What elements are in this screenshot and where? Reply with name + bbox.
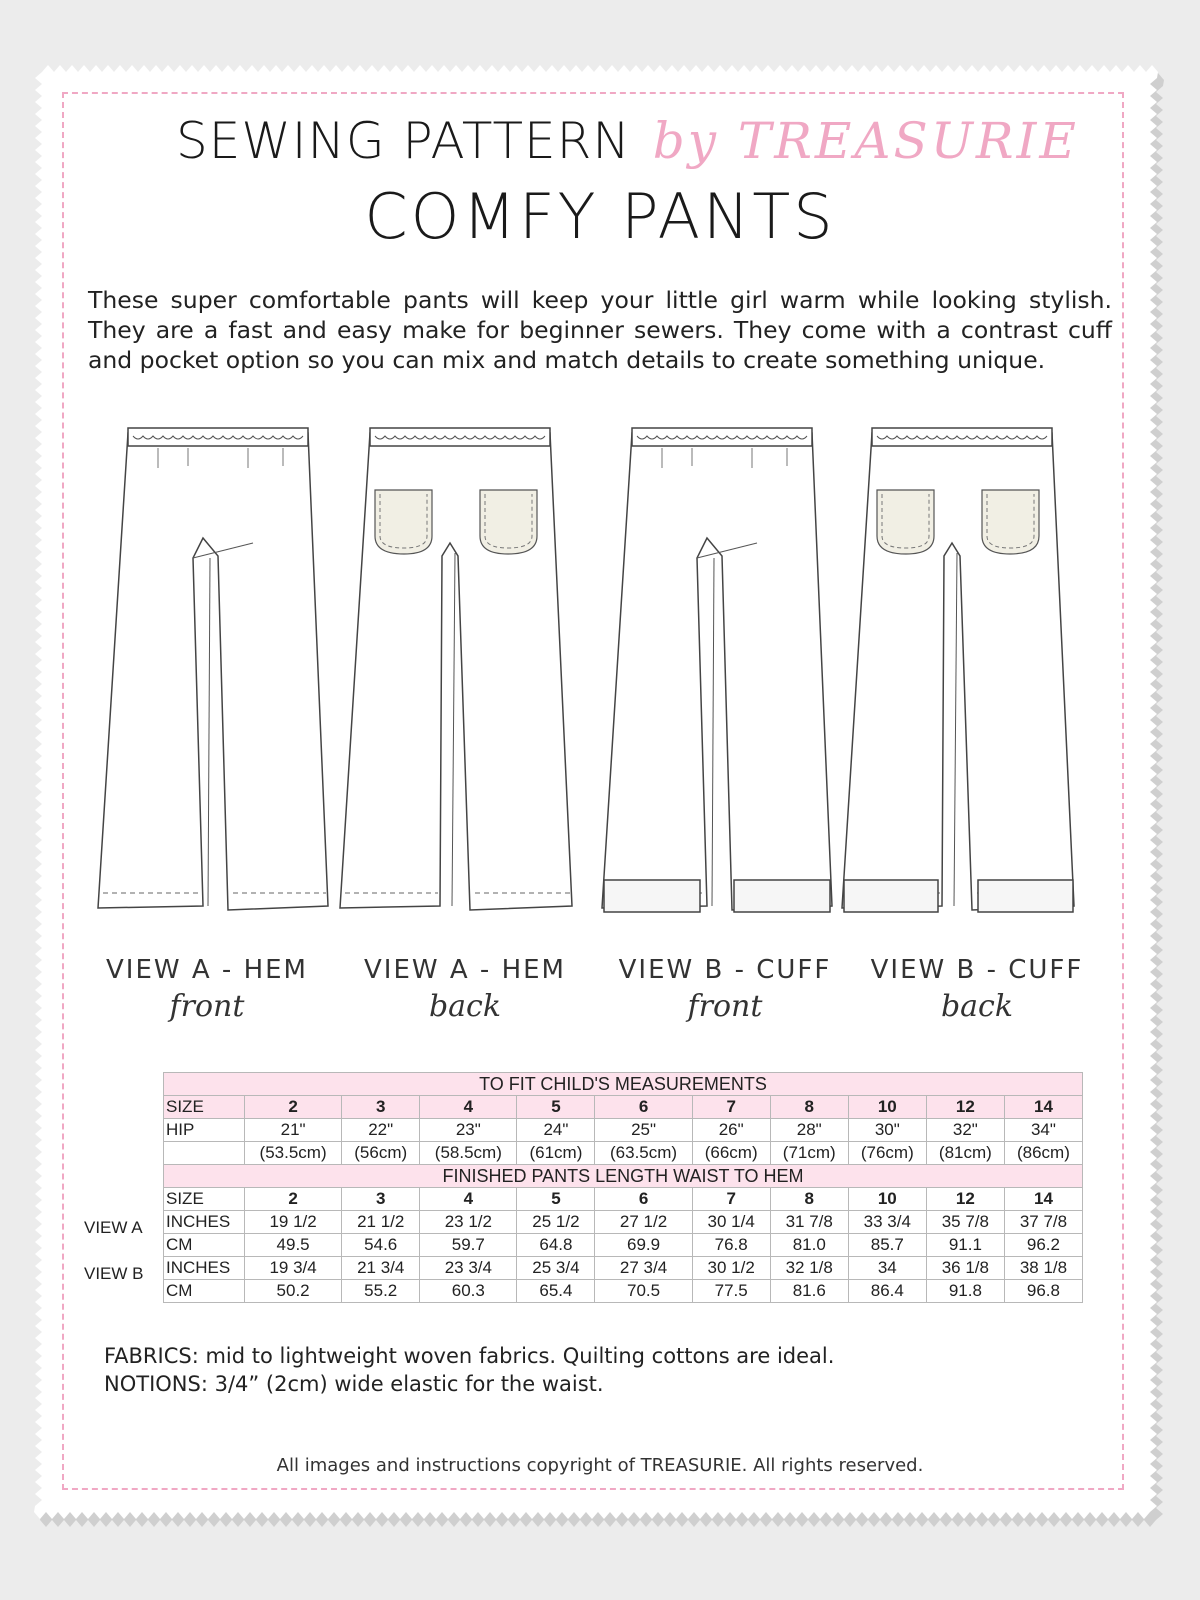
view-b-inch-cell: 32 1/8 bbox=[770, 1257, 848, 1280]
size-cell: 7 bbox=[692, 1096, 770, 1119]
view-a-inch-cell: 27 1/2 bbox=[595, 1211, 692, 1234]
view-a-back-label bbox=[345, 955, 585, 1024]
table-row-view-b-inches bbox=[164, 1257, 1083, 1280]
view-b-cm-cell: 96.8 bbox=[1004, 1280, 1082, 1303]
view-a-cm-cell: 76.8 bbox=[692, 1234, 770, 1257]
view-a-row-label: VIEW A bbox=[84, 1218, 143, 1237]
view-b-inch-cell: 25 3/4 bbox=[517, 1257, 595, 1280]
hip-inch-cell: 21" bbox=[245, 1119, 342, 1142]
hip-inch-cell: 26" bbox=[692, 1119, 770, 1142]
view-b-front-label bbox=[600, 955, 850, 1024]
hip-inch-cell: 22" bbox=[342, 1119, 420, 1142]
blank-label bbox=[164, 1142, 245, 1165]
view-b-row-label: VIEW B bbox=[84, 1264, 144, 1283]
size-cell: 6 bbox=[595, 1096, 692, 1119]
size-cell: 10 bbox=[848, 1096, 926, 1119]
view-b-cm-cell: 81.6 bbox=[770, 1280, 848, 1303]
cm-label: CM bbox=[164, 1280, 245, 1303]
hip-inch-cell: 28" bbox=[770, 1119, 848, 1142]
table-row-size bbox=[164, 1096, 1083, 1119]
hip-inch-cell: 34" bbox=[1004, 1119, 1082, 1142]
view-b-cm-cell: 86.4 bbox=[848, 1280, 926, 1303]
view-b-inch-cell: 30 1/2 bbox=[692, 1257, 770, 1280]
size-cell: 6 bbox=[595, 1188, 692, 1211]
view-b-inch-cell: 19 3/4 bbox=[245, 1257, 342, 1280]
size-chart-table bbox=[163, 1072, 1083, 1303]
view-a-inch-cell: 21 1/2 bbox=[342, 1211, 420, 1234]
hip-cm-cell: (61cm) bbox=[517, 1142, 595, 1165]
table-row-view-a-cm bbox=[164, 1234, 1083, 1257]
view-a-inch-cell: 19 1/2 bbox=[245, 1211, 342, 1234]
product-name: COMFY PANTS bbox=[364, 180, 836, 253]
pattern-title-text: SEWING PATTERN bbox=[176, 112, 631, 170]
view-b-cm-cell: 65.4 bbox=[517, 1280, 595, 1303]
view-b-cm-cell: 60.3 bbox=[420, 1280, 517, 1303]
table-section-header bbox=[164, 1073, 1083, 1096]
size-cell: 5 bbox=[517, 1096, 595, 1119]
hip-cm-cell: (66cm) bbox=[692, 1142, 770, 1165]
pattern-title bbox=[176, 112, 1079, 170]
view-a-cm-cell: 64.8 bbox=[517, 1234, 595, 1257]
hip-inch-cell: 32" bbox=[926, 1119, 1004, 1142]
hip-inch-cell: 23" bbox=[420, 1119, 517, 1142]
inches-label: INCHES bbox=[164, 1257, 245, 1280]
view-b-cm-cell: 50.2 bbox=[245, 1280, 342, 1303]
hip-cm-cell: (56cm) bbox=[342, 1142, 420, 1165]
size-cell: 8 bbox=[770, 1096, 848, 1119]
view-b-cm-cell: 91.8 bbox=[926, 1280, 1004, 1303]
size-cell: 3 bbox=[342, 1188, 420, 1211]
view-a-cm-cell: 54.6 bbox=[342, 1234, 420, 1257]
view-a-cm-cell: 81.0 bbox=[770, 1234, 848, 1257]
view-b-back-label bbox=[852, 955, 1102, 1024]
fabrics-note: FABRICS: mid to lightweight woven fabrics. Quilting cottons are ideal. bbox=[104, 1344, 835, 1368]
size-cell: 2 bbox=[245, 1188, 342, 1211]
table-row-size bbox=[164, 1188, 1083, 1211]
length-title: FINISHED PANTS LENGTH WAIST TO HEM bbox=[164, 1165, 1083, 1188]
view-b-cm-cell: 70.5 bbox=[595, 1280, 692, 1303]
hip-cm-cell: (71cm) bbox=[770, 1142, 848, 1165]
size-label: SIZE bbox=[164, 1096, 245, 1119]
hip-inch-cell: 25" bbox=[595, 1119, 692, 1142]
view-b-inch-cell: 38 1/8 bbox=[1004, 1257, 1082, 1280]
size-cell: 14 bbox=[1004, 1188, 1082, 1211]
view-b-inch-cell: 36 1/8 bbox=[926, 1257, 1004, 1280]
size-cell: 2 bbox=[245, 1096, 342, 1119]
view-label-text: VIEW B - CUFF bbox=[870, 955, 1084, 985]
view-b-cm-cell: 77.5 bbox=[692, 1280, 770, 1303]
hip-cm-cell: (81cm) bbox=[926, 1142, 1004, 1165]
size-cell: 14 bbox=[1004, 1096, 1082, 1119]
view-b-inch-cell: 34 bbox=[848, 1257, 926, 1280]
copyright-notice: All images and instructions copyright of TREASURIE. All rights reserved. bbox=[276, 1455, 924, 1476]
size-label: SIZE bbox=[164, 1188, 245, 1211]
cm-label: CM bbox=[164, 1234, 245, 1257]
hip-label: HIP bbox=[164, 1119, 245, 1142]
view-a-cm-cell: 85.7 bbox=[848, 1234, 926, 1257]
view-label-text: VIEW A - HEM bbox=[364, 955, 566, 985]
hip-inch-cell: 30" bbox=[848, 1119, 926, 1142]
inches-label: INCHES bbox=[164, 1211, 245, 1234]
view-label-text: VIEW A - HEM bbox=[106, 955, 308, 985]
table-row-hip-cm bbox=[164, 1142, 1083, 1165]
view-a-cm-cell: 69.9 bbox=[595, 1234, 692, 1257]
view-a-inch-cell: 35 7/8 bbox=[926, 1211, 1004, 1234]
view-side-text: front bbox=[687, 989, 763, 1024]
table-row-view-b-cm bbox=[164, 1280, 1083, 1303]
intro-paragraph: These super comfortable pants will keep your little girl warm while looking stylish. They are a fast and easy make for beginner sewers. They come with a contrast cuff and pocket option so you can mix and match details to create something unique. bbox=[88, 286, 1112, 374]
size-cell: 3 bbox=[342, 1096, 420, 1119]
size-cell: 4 bbox=[420, 1188, 517, 1211]
hip-cm-cell: (63.5cm) bbox=[595, 1142, 692, 1165]
table-row-hip bbox=[164, 1119, 1083, 1142]
view-a-inch-cell: 30 1/4 bbox=[692, 1211, 770, 1234]
hip-cm-cell: (53.5cm) bbox=[245, 1142, 342, 1165]
view-a-inch-cell: 33 3/4 bbox=[848, 1211, 926, 1234]
view-a-inch-cell: 23 1/2 bbox=[420, 1211, 517, 1234]
hip-cm-cell: (76cm) bbox=[848, 1142, 926, 1165]
view-a-cm-cell: 96.2 bbox=[1004, 1234, 1082, 1257]
view-b-inch-cell: 23 3/4 bbox=[420, 1257, 517, 1280]
hip-inch-cell: 24" bbox=[517, 1119, 595, 1142]
size-cell: 5 bbox=[517, 1188, 595, 1211]
view-b-cm-cell: 55.2 bbox=[342, 1280, 420, 1303]
hip-cm-cell: (86cm) bbox=[1004, 1142, 1082, 1165]
view-a-cm-cell: 91.1 bbox=[926, 1234, 1004, 1257]
view-side-text: back bbox=[940, 989, 1014, 1024]
size-cell: 7 bbox=[692, 1188, 770, 1211]
view-a-front-drawing bbox=[98, 428, 328, 910]
view-a-inch-cell: 25 1/2 bbox=[517, 1211, 595, 1234]
view-label-text: VIEW B - CUFF bbox=[618, 955, 832, 985]
notions-note: NOTIONS: 3/4” (2cm) wide elastic for the waist. bbox=[104, 1372, 604, 1396]
table-row-view-a-inches bbox=[164, 1211, 1083, 1234]
size-cell: 4 bbox=[420, 1096, 517, 1119]
hip-cm-cell: (58.5cm) bbox=[420, 1142, 517, 1165]
table-section-header bbox=[164, 1165, 1083, 1188]
view-a-inch-cell: 31 7/8 bbox=[770, 1211, 848, 1234]
view-a-cm-cell: 49.5 bbox=[245, 1234, 342, 1257]
view-b-back-drawing bbox=[842, 428, 1074, 912]
view-b-inch-cell: 27 3/4 bbox=[595, 1257, 692, 1280]
view-a-inch-cell: 37 7/8 bbox=[1004, 1211, 1082, 1234]
view-a-front-label bbox=[92, 955, 322, 1024]
size-cell: 10 bbox=[848, 1188, 926, 1211]
view-b-inch-cell: 21 3/4 bbox=[342, 1257, 420, 1280]
brand-name: by TREASURIE bbox=[652, 112, 1079, 170]
pants-illustrations bbox=[0, 418, 1200, 938]
view-b-front-drawing bbox=[602, 428, 832, 912]
view-a-cm-cell: 59.7 bbox=[420, 1234, 517, 1257]
size-cell: 8 bbox=[770, 1188, 848, 1211]
view-side-text: back bbox=[428, 989, 502, 1024]
materials-notes bbox=[104, 1342, 834, 1398]
size-cell: 12 bbox=[926, 1188, 1004, 1211]
size-cell: 12 bbox=[926, 1096, 1004, 1119]
view-a-back-drawing bbox=[340, 428, 572, 910]
measure-title: TO FIT CHILD'S MEASUREMENTS bbox=[164, 1073, 1083, 1096]
view-side-text: front bbox=[169, 989, 245, 1024]
